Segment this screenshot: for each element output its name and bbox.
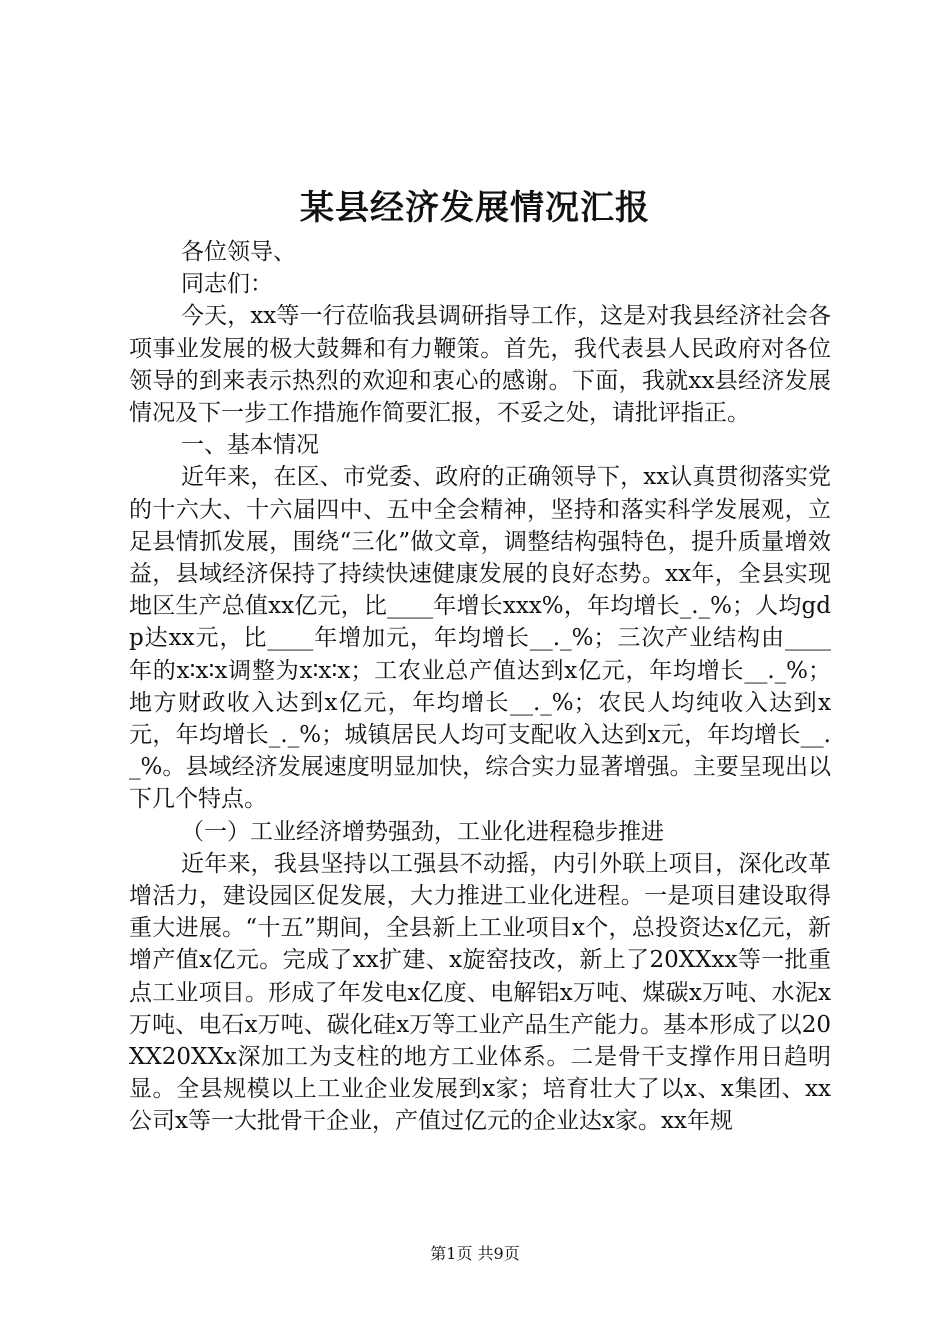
section-heading: 一、基本情况 [181, 432, 319, 459]
subsection-heading: （一）工业经济增势强劲，工业化进程稳步推进 [181, 818, 664, 845]
salutation-line: 同志们： [181, 271, 273, 298]
salutation-line: 各位领导、 [181, 239, 296, 265]
paragraph: 近年来，我县坚持以工强县不动摇，内引外联上项目，深化改革增活力，建设园区促发展，大力推进工业化进程。一是项目建设取得重大进展。“十五”期间，全县新上工业项目x个，总投资达x亿元，新增产值x亿元。完成了xx扩建、x旋窑技改，新上了20XXxx等一批重点工业项目。形成了年发电x亿度、电解铝x万吨、煤碳x万吨、水泥x万吨、电石x万吨、碳化硅x万等工业产品生产能力。基本形成了以20XX20XXx深加工为支柱的地方工业体系。二是骨干支撑作用日趋明显。全县规模以上工业企业发展到x家；培育壮大了以x、x集团、xx公司x等一大批骨干企业，产值过亿元的企业达x家。xx年规 [129, 850, 831, 1135]
page-footer: 第1页 共9页 [430, 1244, 520, 1263]
paragraph: 近年来，在区、市党委、政府的正确领导下，xx认真贯彻落实党的十六大、十六届四中、五中全会精神，坚持和落实科学发展观，立足县情抓发展，围绕“三化”做文章，调整结构强特色，提升质量增效益，县域经济保持了持续快速健康发展的良好态势。xx年，全县实现地区生产总值xx亿元，比____年增长xxx%，年均增长_._%；人均gdp达xx元，比____年增加元，年均增长__._%；三次产业结构由____年的x∶x∶x调整为x∶x∶x；工农业总产值达到x亿元，年均增长__._%；地方财政收入达到x亿元，年均增长__._%；农民人均纯收入达到x元，年均增长_._%；城镇居民人均可支配收入达到x元，年均增长__._%。县域经济发展速度明显加快，综合实力显著增强。主要呈现出以下几个特点。 [129, 464, 831, 813]
document-title: 某县经济发展情况汇报 [300, 188, 650, 228]
document-body [129, 236, 831, 1138]
paragraph: 今天，xx等一行莅临我县调研指导工作，这是对我县经济社会各项事业发展的极大鼓舞和有力鞭策。首先，我代表县人民政府对各位领导的到来表示热烈的欢迎和衷心的感谢。下面，我就xx县经济发展情况及下一步工作措施作简要汇报，不妥之处，请批评指正。 [129, 303, 831, 427]
